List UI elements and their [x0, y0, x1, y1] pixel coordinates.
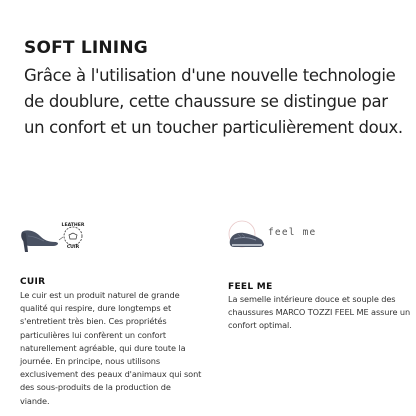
feel-me-body: La semelle intérieure douce et souple des chaussures MARCO TOZZI FEEL ME assure un confort optimal.	[228, 294, 411, 331]
feel-me-illustration	[228, 212, 413, 258]
leather-badge-label-top: LEATHER	[61, 223, 85, 228]
feature-feel-me	[228, 212, 413, 331]
cuir-illustration	[20, 212, 205, 258]
soft-lining-title: SOFT LINING	[24, 38, 148, 58]
soft-lining-description: Grâce à l'utilisation d'une nouvelle technologie de doublure, cette chaussure se distingue par un confort et un toucher particulièrement doux.	[24, 66, 403, 137]
cuir-title: CUIR	[20, 277, 46, 287]
feel-me-icon-label: feel me	[268, 227, 317, 238]
leather-pump-shoe-icon	[20, 212, 110, 258]
feature-cuir	[20, 212, 205, 406]
leather-badge-label-bottom: CUIR	[66, 245, 80, 250]
cuir-body: Le cuir est un produit naturel de grande qualité qui respire, dure longtemps et s'entretient très bien. Ces propriétés particulières lui confèrent un confort naturellement agréable, qui dure toute la journée. En principe, nous utilisons exclusivement des peaux d'animaux qui sont des sous-produits de la production de viande.	[20, 290, 202, 406]
feel-me-title: FEEL ME	[228, 282, 273, 292]
cushioned-sneaker-icon	[228, 212, 268, 258]
